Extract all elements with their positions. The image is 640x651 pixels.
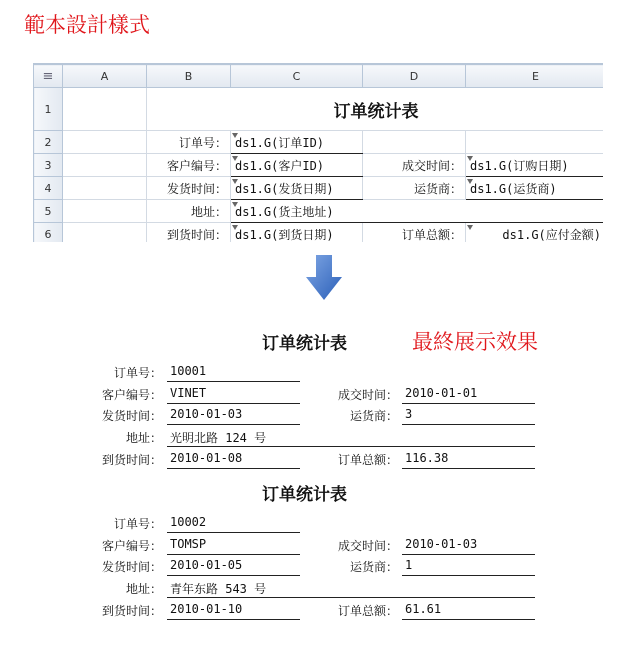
- label-total-2: 订单总额：: [337, 604, 398, 618]
- value-address-1: 光明北路 124 号: [170, 431, 267, 445]
- cell-label-carrier[interactable]: 运货商：: [363, 177, 466, 200]
- value-order-no-1: 10001: [170, 364, 207, 378]
- label-order-no-1: 订单号：: [113, 366, 162, 380]
- cell-field-deal-time[interactable]: ds1.G(订购日期): [466, 154, 604, 177]
- column-header-c[interactable]: C: [231, 65, 363, 88]
- value-arrive-time-1: 2010-01-08: [170, 451, 243, 465]
- value-address-2: 青年东路 543 号: [170, 582, 267, 596]
- column-header-b[interactable]: B: [147, 65, 231, 88]
- cell-label-customer-no[interactable]: 客户编号：: [147, 154, 231, 177]
- cell-field-order-no[interactable]: ds1.G(订单ID): [231, 131, 363, 154]
- cell-label-arrive-time[interactable]: 到货时间：: [147, 223, 231, 243]
- label-deal-time-1: 成交时间：: [337, 388, 398, 402]
- value-arrive-time-2: 2010-01-10: [170, 602, 243, 616]
- value-total-1: 116.38: [405, 451, 449, 465]
- underline: [167, 381, 300, 382]
- result-note: 最終展示效果: [412, 330, 538, 354]
- underline: [167, 597, 535, 598]
- underline: [402, 403, 535, 404]
- value-order-no-2: 10002: [170, 515, 207, 529]
- value-carrier-1: 3: [405, 407, 413, 421]
- label-customer-no-1: 客户编号：: [101, 388, 162, 402]
- spreadsheet-grid: [33, 64, 603, 242]
- cell-a5[interactable]: [63, 200, 147, 223]
- cell-a6[interactable]: [63, 223, 147, 243]
- label-carrier-1: 运货商：: [349, 409, 398, 423]
- underline: [167, 424, 300, 425]
- column-header-e[interactable]: E: [466, 65, 604, 88]
- label-deal-time-2: 成交时间：: [337, 539, 398, 553]
- cell-label-total[interactable]: 订单总额：: [363, 223, 466, 243]
- value-ship-time-1: 2010-01-03: [170, 407, 243, 421]
- row-header-4[interactable]: 4: [34, 177, 63, 200]
- row-header-5[interactable]: 5: [34, 200, 63, 223]
- cell-title[interactable]: 订单统计表: [147, 88, 604, 131]
- cell-label-ship-time[interactable]: 发货时间：: [147, 177, 231, 200]
- underline: [167, 575, 300, 576]
- value-ship-time-2: 2010-01-05: [170, 558, 243, 572]
- underline: [402, 424, 535, 425]
- underline: [167, 468, 300, 469]
- cell-label-order-no[interactable]: 订单号：: [147, 131, 231, 154]
- cell-label-address[interactable]: 地址：: [147, 200, 231, 223]
- result-title-1: 订单统计表: [262, 334, 347, 354]
- label-customer-no-2: 客户编号：: [101, 539, 162, 553]
- underline: [167, 403, 300, 404]
- label-total-1: 订单总额：: [337, 453, 398, 467]
- cell-d2[interactable]: [363, 131, 466, 154]
- cell-label-deal-time[interactable]: 成交时间：: [363, 154, 466, 177]
- underline: [167, 532, 300, 533]
- result-title-2: 订单统计表: [262, 485, 347, 505]
- label-arrive-time-1: 到货时间：: [101, 453, 162, 467]
- label-ship-time-2: 发货时间：: [101, 560, 162, 574]
- label-address-1: 地址：: [125, 431, 162, 445]
- cell-a1[interactable]: [63, 88, 147, 131]
- cell-field-carrier[interactable]: ds1.G(运货商): [466, 177, 604, 200]
- cell-field-total[interactable]: ds1.G(应付金额): [466, 223, 604, 243]
- underline: [402, 554, 535, 555]
- underline: [402, 468, 535, 469]
- cell-field-address[interactable]: ds1.G(货主地址): [231, 200, 604, 223]
- cell-e2[interactable]: [466, 131, 604, 154]
- page-heading: 範本設計樣式: [24, 13, 150, 37]
- label-address-2: 地址：: [125, 582, 162, 596]
- label-carrier-2: 运货商：: [349, 560, 398, 574]
- underline: [402, 575, 535, 576]
- underline: [402, 619, 535, 620]
- value-customer-no-1: VINET: [170, 386, 207, 400]
- underline: [167, 619, 300, 620]
- cell-a4[interactable]: [63, 177, 147, 200]
- value-customer-no-2: TOMSP: [170, 537, 207, 551]
- spreadsheet-design-view: [33, 63, 603, 242]
- column-header-d[interactable]: D: [363, 65, 466, 88]
- value-total-2: 61.61: [405, 602, 442, 616]
- value-deal-time-1: 2010-01-01: [405, 386, 478, 400]
- cell-field-arrive-time[interactable]: ds1.G(到货日期): [231, 223, 363, 243]
- column-header-a[interactable]: A: [63, 65, 147, 88]
- underline: [167, 554, 300, 555]
- row-header-1[interactable]: 1: [34, 88, 63, 131]
- value-deal-time-2: 2010-01-03: [405, 537, 478, 551]
- label-order-no-2: 订单号：: [113, 517, 162, 531]
- row-header-3[interactable]: 3: [34, 154, 63, 177]
- row-header-6[interactable]: 6: [34, 223, 63, 243]
- underline: [167, 446, 535, 447]
- cell-field-ship-time[interactable]: ds1.G(发货日期): [231, 177, 363, 200]
- value-carrier-2: 1: [405, 558, 413, 572]
- arrow-down-icon: [305, 255, 343, 301]
- cell-a3[interactable]: [63, 154, 147, 177]
- cell-field-customer-no[interactable]: ds1.G(客户ID): [231, 154, 363, 177]
- label-ship-time-1: 发货时间：: [101, 409, 162, 423]
- row-header-2[interactable]: 2: [34, 131, 63, 154]
- menu-icon[interactable]: ≡: [34, 65, 63, 88]
- label-arrive-time-2: 到货时间：: [101, 604, 162, 618]
- cell-a2[interactable]: [63, 131, 147, 154]
